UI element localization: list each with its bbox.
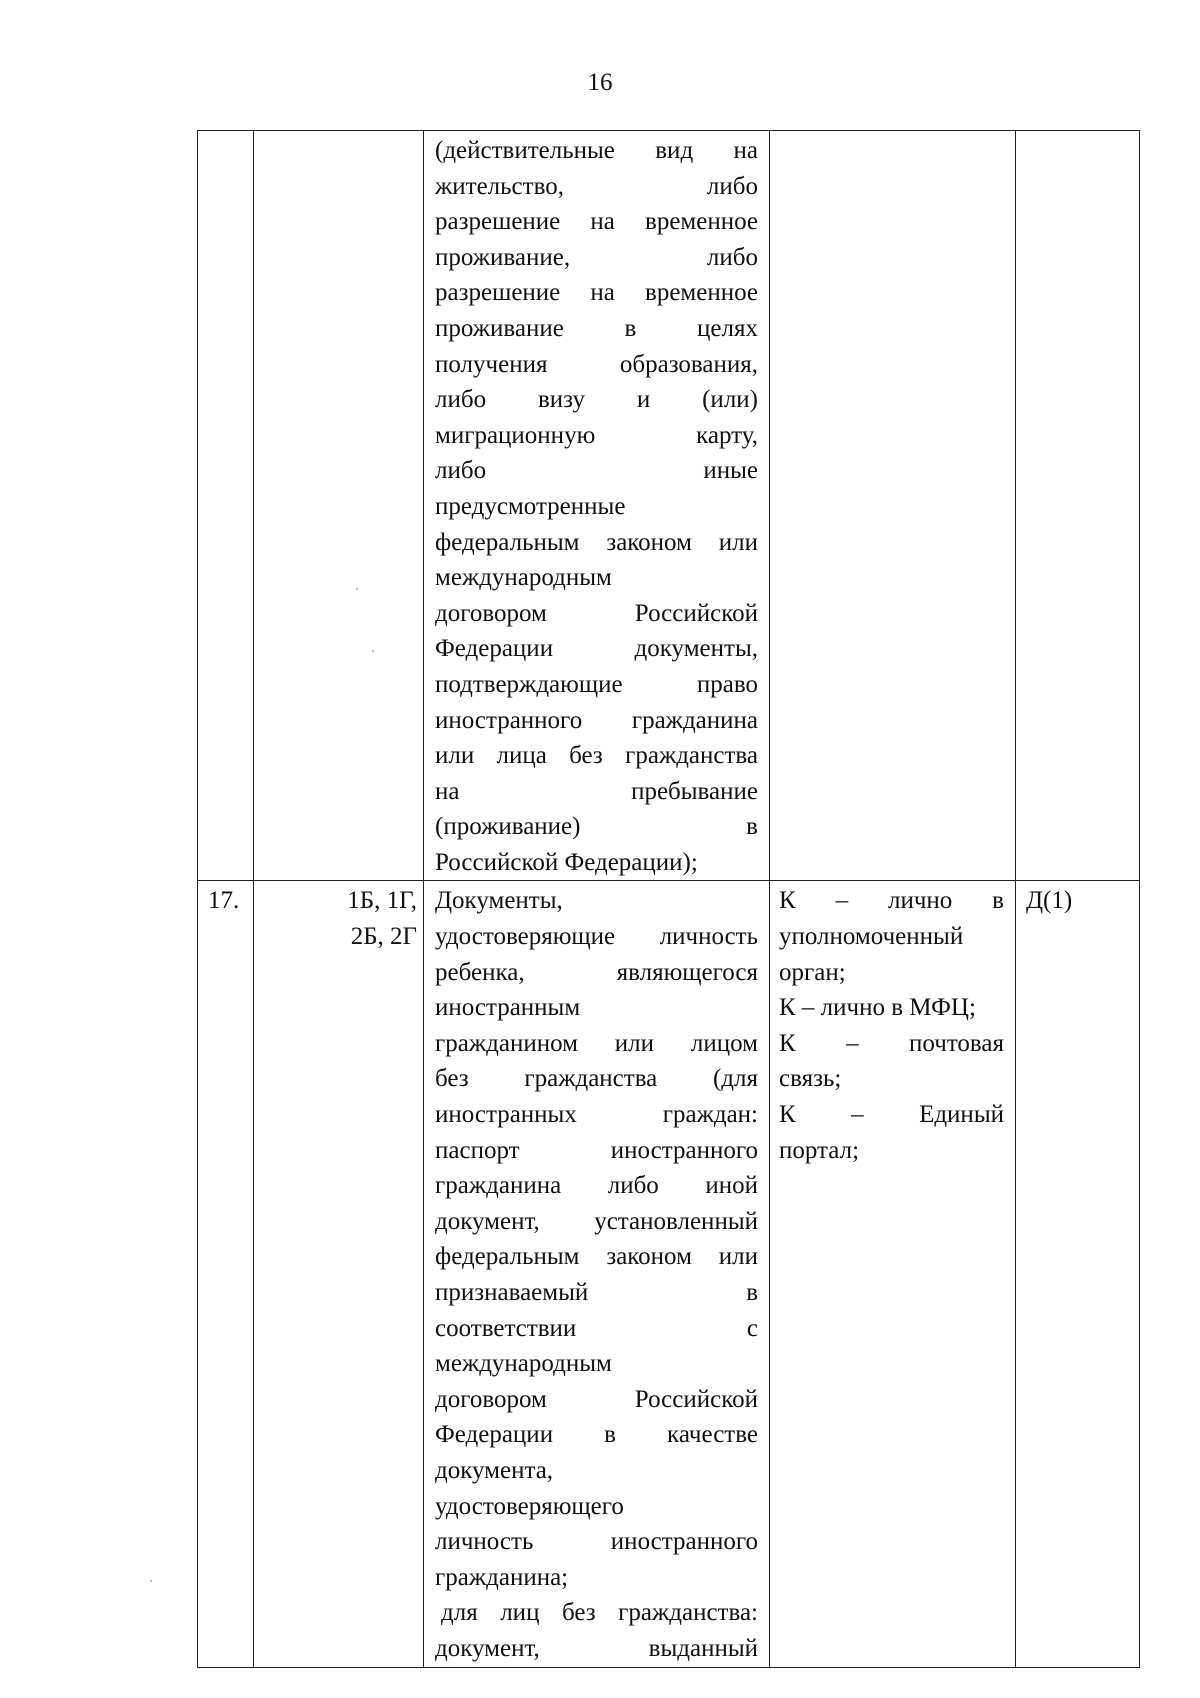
text-line: соответствии с [435, 1314, 758, 1342]
text-line: разрешение на временное [435, 208, 758, 236]
submission-method-text [779, 883, 1004, 1168]
scan-speck [356, 588, 358, 590]
category-code: Д(1) [1026, 887, 1073, 915]
text-line: (проживание) в [435, 813, 758, 841]
text-line: получения образования, [435, 350, 758, 378]
text-line: Российской Федерации); [435, 848, 698, 876]
text-line: международным [435, 1350, 612, 1378]
document-cell [424, 881, 770, 1667]
document-text [435, 883, 758, 1666]
category-cell [1016, 881, 1140, 1667]
text-line: международным [435, 564, 612, 592]
text-line: ребенка, являющегося [435, 958, 758, 986]
text-line: признаваемый в [435, 1279, 758, 1306]
text-line: К – Единый [779, 1101, 1004, 1129]
text-line: федеральным законом или [435, 528, 758, 556]
text-line: жительство, либо [435, 172, 758, 200]
row-number: 17. [208, 887, 240, 915]
text-line: уполномоченный [779, 923, 964, 951]
text-line: Федерации в качестве [435, 1421, 758, 1449]
text-line: либо визу и (или) [435, 386, 758, 414]
row-number-cell [198, 131, 254, 881]
text-line: личность иностранного [435, 1528, 758, 1556]
text-line: К – почтовая [779, 1029, 1004, 1057]
document-text [435, 133, 758, 880]
page-number: 16 [587, 69, 613, 96]
text-line: документа, [435, 1456, 554, 1484]
text-line: гражданина; [435, 1563, 569, 1591]
text-line: удостоверяющего [435, 1492, 624, 1520]
text-line: проживание, либо [435, 243, 758, 271]
scan-speck [150, 1580, 152, 1582]
submission-method-cell [770, 131, 1016, 881]
codes-line: 2Б, 2Г [350, 923, 417, 951]
text-line: документ, выданный [435, 1634, 758, 1662]
text-line: удостоверяющие личность [435, 923, 758, 951]
text-line: иностранного гражданина [435, 706, 758, 734]
text-line: связь; [779, 1065, 842, 1093]
text-line: (действительные вид на [435, 137, 758, 164]
text-line: договором Российской [435, 1385, 758, 1413]
text-line: без гражданства (для [435, 1065, 758, 1093]
text-line: гражданина либо иной [435, 1172, 758, 1200]
text-line: предусмотренные [435, 492, 626, 520]
codes-line: 1Б, 1Г, [347, 887, 417, 915]
table-row [198, 131, 1140, 881]
text-line: разрешение на временное [435, 279, 758, 307]
scan-speck [372, 650, 374, 652]
text-line: гражданином или лицом [435, 1029, 758, 1057]
category-cell [1016, 131, 1140, 881]
row-number-cell [198, 881, 254, 1667]
text-line: на пребывание [435, 777, 758, 805]
text-line: договором Российской [435, 599, 758, 627]
text-line: или лица без гражданства [435, 742, 758, 770]
text-line: документ, установленный [435, 1207, 758, 1235]
document-cell [424, 131, 770, 881]
text-line: портал; [779, 1136, 860, 1164]
text-line: проживание в целях [435, 314, 758, 342]
text-line: для лиц без гражданства: [441, 1599, 758, 1627]
text-line: Документы, [435, 887, 563, 915]
requirements-table [197, 130, 1140, 1668]
text-line: миграционную карту, [435, 421, 758, 449]
table-row [198, 881, 1140, 1667]
text-line: подтверждающие право [435, 670, 758, 698]
text-line: К – лично в МФЦ; [779, 994, 976, 1022]
text-line: иностранных граждан: [435, 1101, 758, 1129]
text-line: орган; [779, 958, 846, 986]
text-line: паспорт иностранного [435, 1136, 758, 1164]
codes-cell [254, 131, 424, 881]
text-line: иностранным [435, 994, 581, 1022]
text-line: либо иные [435, 457, 758, 485]
text-line: Федерации документы, [435, 635, 758, 663]
codes-cell [254, 881, 424, 1667]
text-line: федеральным законом или [435, 1243, 758, 1271]
submission-method-cell [770, 881, 1016, 1667]
text-line: К – лично в [779, 887, 1004, 915]
